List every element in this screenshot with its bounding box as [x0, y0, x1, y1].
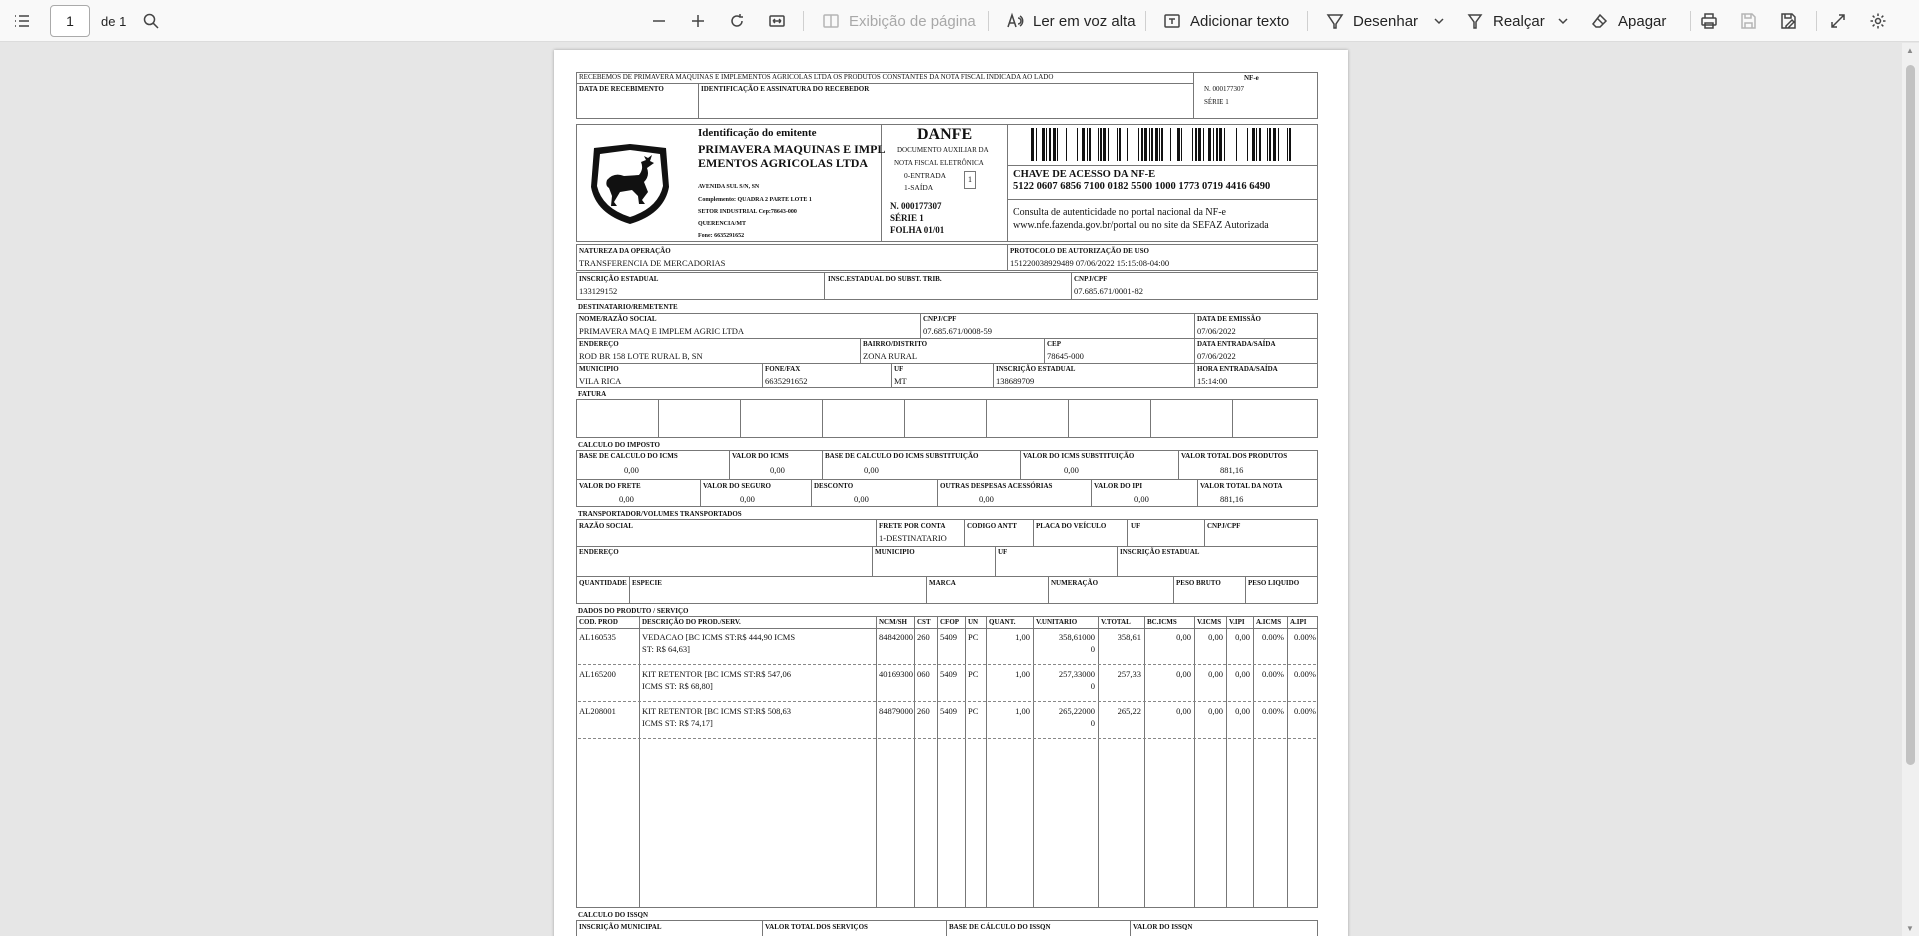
io-time-label: HORA ENTRADA/SAÍDA — [1197, 365, 1278, 373]
carrier-city-label: MUNICIPIO — [875, 548, 915, 556]
save-icon — [1739, 12, 1757, 30]
column-rule — [914, 616, 915, 908]
product-code: AL160535 — [579, 632, 616, 642]
product-qty: 1,00 — [1015, 632, 1030, 642]
document-viewer[interactable] — [0, 43, 1902, 936]
phone-value: 6635291652 — [765, 376, 808, 386]
recipient-name-label: NOME/RAZÃO SOCIAL — [579, 315, 657, 323]
invoice-section: FATURA — [578, 390, 607, 398]
product-aipi: 0.00% — [1294, 632, 1316, 642]
recipient-section: DESTINATARIO/REMETENTE — [578, 303, 678, 311]
insurance-label: VALOR DO SEGURO — [703, 482, 771, 490]
product-unit1: 257,33000 — [1058, 669, 1095, 679]
recipient-ie-label: INSCRIÇÃO ESTADUAL — [996, 365, 1076, 373]
invoice-total-value: 881,16 — [1220, 494, 1244, 504]
highlight-options-button[interactable] — [1554, 0, 1572, 42]
page-total: de 1 — [101, 13, 127, 29]
recipient-address: ROD BR 158 LOTE RURAL B, SN — [579, 351, 703, 361]
product-bc: 0,00 — [1176, 669, 1191, 679]
save-as-button[interactable] — [1779, 0, 1797, 42]
column-rule — [986, 616, 987, 908]
products-total-label: VALOR TOTAL DOS PRODUTOS — [1181, 452, 1288, 460]
danfe-subtitle-1: DOCUMENTO AUXILIAR DA — [897, 146, 989, 154]
column-rule — [1226, 616, 1227, 908]
product-qty: 1,00 — [1015, 669, 1030, 679]
product-total: 265,22 — [1117, 706, 1141, 716]
products-header-cell: COD. PROD — [579, 618, 618, 626]
issqn-services-label: VALOR TOTAL DOS SERVIÇOS — [765, 923, 868, 931]
john-deere-logo — [584, 142, 676, 226]
invoice-block — [576, 399, 1318, 438]
product-cst: 060 — [917, 669, 930, 679]
draw-options-button[interactable] — [1430, 0, 1448, 42]
chevron-down-icon — [1430, 12, 1448, 30]
species-label: ESPECIE — [632, 579, 662, 587]
danfe-sheet: FOLHA 01/01 — [890, 225, 945, 235]
products-header-cell: UN — [968, 618, 979, 626]
products-header-cell: DESCRIÇÃO DO PROD./SERV. — [642, 618, 741, 626]
issqn-block — [576, 920, 1318, 936]
product-cst: 260 — [917, 706, 930, 716]
column-rule — [1144, 616, 1145, 908]
icms-st-label: VALOR DO ICMS SUBSTITUIÇÃO — [1023, 452, 1135, 460]
scroll-down-icon[interactable]: ▼ — [1906, 924, 1914, 933]
antt-label: CODIGO ANTT — [967, 522, 1017, 530]
recipient-ie: 138689709 — [996, 376, 1035, 386]
toolbar-divider — [1690, 11, 1691, 31]
base-st-label: BASE DE CALCULO DO ICMS SUBSTITUIÇÃO — [825, 452, 979, 460]
receipt-number: N. 000177307 — [1204, 85, 1245, 93]
receipt-text: RECEBEMOS DE PRIMAVERA MAQUINAS E IMPLEMENTOS AGRICOLAS LTDA OS PRODUTOS CONSTANTES DA NOTA FISCAL INDICADA AO LADO — [579, 73, 1054, 81]
emitter-address-3: SETOR INDUSTRIAL Cep:78643-000 — [698, 209, 797, 215]
column-rule — [1033, 616, 1034, 908]
product-vicms: 0,00 — [1208, 632, 1223, 642]
column-rule — [965, 616, 966, 908]
add-text-button[interactable] — [1163, 0, 1289, 42]
recipient-cnpj: 07.685.671/0008-59 — [923, 326, 992, 336]
freight-mode-value: 1-DESTINATARIO — [879, 533, 947, 543]
emission-date: 07/06/2022 — [1197, 326, 1236, 336]
page-number-input[interactable]: 1 — [50, 5, 90, 37]
toolbar-divider — [1307, 11, 1308, 31]
base-icms-value: 0,00 — [624, 465, 639, 475]
draw-button[interactable] — [1326, 0, 1418, 42]
issqn-section: CALCULO DO ISSQN — [578, 911, 649, 919]
cnpj-label: CNPJ/CPF — [1074, 275, 1108, 283]
product-cfop: 5409 — [940, 632, 957, 642]
icms-label: VALOR DO ICMS — [732, 452, 789, 460]
read-aloud-label: Ler em voz alta — [1033, 12, 1136, 30]
ie-value: 133129152 — [579, 286, 618, 296]
danfe-number: N. 000177307 — [890, 201, 942, 211]
discount-value: 0,00 — [854, 494, 869, 504]
read-aloud-icon — [1006, 12, 1024, 30]
products-header-cell: A.IPI — [1290, 618, 1307, 626]
product-aipi: 0.00% — [1294, 669, 1316, 679]
products-header-cell: NCM/SH — [879, 618, 907, 626]
row-separator — [578, 664, 1316, 665]
danfe-entry: 0-ENTRADA — [904, 171, 947, 180]
chevron-down-icon — [1554, 12, 1572, 30]
insurance-value: 0,00 — [740, 494, 755, 504]
transport-block — [576, 519, 1318, 604]
volume-qty-label: QUANTIDADE — [579, 579, 627, 587]
receipt-id-label: IDENTIFICAÇÃO E ASSINATURA DO RECEBEDOR — [701, 85, 870, 93]
carrier-uf-label: UF — [1131, 522, 1141, 530]
product-desc1: VEDACAO [BC ICMS ST:R$ 444,90 ICMS — [642, 632, 796, 642]
product-vicms: 0,00 — [1208, 706, 1223, 716]
ie-label: INSCRIÇÃO ESTADUAL — [579, 275, 659, 283]
erase-label: Apagar — [1618, 12, 1667, 30]
consult-text-2: www.nfe.fazenda.gov.br/portal ou no site da SEFAZ Autorizada — [1013, 220, 1269, 231]
rotate-button[interactable] — [728, 0, 746, 42]
transport-section: TRANSPORTADOR/VOLUMES TRANSPORTADOS — [578, 510, 742, 518]
danfe-exit: 1-SAÍDA — [904, 183, 934, 192]
carrier-cnpj-label: CNPJ/CPF — [1207, 522, 1241, 530]
product-desc2: ICMS ST: R$ 68,80] — [642, 681, 713, 691]
nature-value: TRANSFERENCIA DE MERCADORIAS — [579, 258, 726, 268]
product-ncm: 84879000 — [879, 706, 913, 716]
scroll-up-icon[interactable]: ▲ — [1906, 46, 1914, 55]
product-cfop: 5409 — [940, 706, 957, 716]
danfe-subtitle-2: NOTA FISCAL ELETRÔNICA — [894, 159, 984, 167]
io-date: 07/06/2022 — [1197, 351, 1236, 361]
products-header-cell: QUANT. — [989, 618, 1016, 626]
read-aloud-button[interactable] — [1006, 0, 1136, 42]
products-header-cell: V.ICMS — [1197, 618, 1222, 626]
base-st-value: 0,00 — [864, 465, 879, 475]
product-total: 257,33 — [1117, 669, 1141, 679]
product-bc: 0,00 — [1176, 706, 1191, 716]
carrier-address-label: ENDEREÇO — [579, 548, 619, 556]
vertical-scrollbar[interactable] — [1902, 43, 1919, 936]
district-label: BAIRRO/DISTRITO — [863, 340, 928, 348]
danfe-series: SÉRIE 1 — [890, 213, 924, 223]
freight-mode-label: FRETE POR CONTA — [879, 522, 946, 530]
product-vicms: 0,00 — [1208, 669, 1223, 679]
freight-label: VALOR DO FRETE — [579, 482, 641, 490]
rotate-icon — [728, 12, 746, 30]
access-key-value: 5122 0607 6856 7100 0182 5500 1000 1773 0719 4416 6490 — [1013, 181, 1271, 192]
zoom-in-button[interactable] — [689, 0, 707, 42]
net-weight-label: PESO LIQUIDO — [1248, 579, 1300, 587]
column-rule — [1194, 616, 1195, 908]
draw-icon — [1326, 12, 1344, 30]
tax-section: CALCULO DO IMPOSTO — [578, 441, 660, 449]
products-header-cell: CFOP — [940, 618, 960, 626]
product-aicms: 0.00% — [1262, 669, 1284, 679]
row-separator — [578, 701, 1316, 702]
save-button[interactable] — [1739, 0, 1757, 42]
receipt-nfe-label: NF-e — [1244, 74, 1259, 82]
column-rule — [876, 616, 877, 908]
column-rule — [1287, 616, 1288, 908]
emitter-name-2: EMENTOS AGRICOLAS LTDA — [698, 156, 869, 170]
state-registration-block — [576, 272, 1318, 300]
protocol-value: 151220038929489 07/06/2022 15:15:08-04:00 — [1010, 258, 1170, 268]
highlight-label: Realçar — [1493, 12, 1545, 30]
emitter-phone: Fone: 6635291652 — [698, 233, 745, 239]
contents-button[interactable] — [13, 0, 31, 42]
recipient-cnpj-label: CNPJ/CPF — [923, 315, 957, 323]
recipient-address-label: ENDEREÇO — [579, 340, 619, 348]
recipient-name: PRIMAVERA MAQ E IMPLEM AGRIC LTDA — [579, 326, 745, 336]
fit-width-button[interactable] — [768, 0, 786, 42]
emitter-address-1: AVENIDA SUL S/N, SN — [698, 184, 760, 190]
products-header-cell: CST — [917, 618, 931, 626]
nature-label: NATUREZA DA OPERAÇÃO — [579, 247, 671, 255]
product-vipi: 0,00 — [1235, 706, 1250, 716]
numbering-label: NUMERAÇÃO — [1051, 579, 1099, 587]
cnpj-value: 07.685.671/0001-82 — [1074, 286, 1143, 296]
product-unit2: 0 — [1090, 718, 1095, 728]
danfe-title: DANFE — [917, 126, 973, 143]
product-unit2: 0 — [1090, 644, 1095, 654]
column-rule — [937, 616, 938, 908]
products-table — [576, 616, 1318, 908]
emitter-address-4: QUERENCIA/MT — [698, 221, 747, 227]
ie-st-label: INSC.ESTADUAL DO SUBST. TRIB. — [828, 275, 942, 283]
issqn-value-label: VALOR DO ISSQN — [1133, 923, 1193, 931]
list-icon — [13, 12, 31, 30]
page-view-label: Exibição de página — [849, 12, 976, 30]
io-date-label: DATA ENTRADA/SAÍDA — [1197, 340, 1276, 348]
issqn-base-label: BASE DE CÁLCULO DO ISSQN — [949, 923, 1051, 931]
receipt-date-label: DATA DE RECEBIMENTO — [579, 85, 664, 93]
eraser-icon — [1591, 12, 1609, 30]
product-ncm: 84842000 — [879, 632, 913, 642]
cep-value: 78645-000 — [1047, 351, 1084, 361]
plate-label: PLACA DO VEÍCULO — [1036, 522, 1107, 530]
invoice-total-label: VALOR TOTAL DA NOTA — [1200, 482, 1283, 490]
column-rule — [1098, 616, 1099, 908]
barcode-image — [1031, 128, 1295, 161]
page-view-button[interactable] — [822, 0, 976, 42]
product-bc: 0,00 — [1176, 632, 1191, 642]
carrier-name-label: RAZÃO SOCIAL — [579, 522, 633, 530]
print-button[interactable] — [1700, 0, 1718, 42]
product-cst: 260 — [917, 632, 930, 642]
ipi-value: 0,00 — [1134, 494, 1149, 504]
draw-label: Desenhar — [1353, 12, 1419, 30]
products-header-cell: V.IPI — [1229, 618, 1245, 626]
city-value: VILA RICA — [579, 376, 622, 386]
io-time: 15:14:00 — [1197, 376, 1228, 386]
issqn-municipal-label: INSCRIÇÃO MUNICIPAL — [579, 923, 662, 931]
carrier-uf2-label: UF — [998, 548, 1008, 556]
product-total: 358,61 — [1117, 632, 1141, 642]
text-box-icon — [1163, 12, 1181, 30]
product-desc1: KIT RETENTOR [BC ICMS ST:R$ 508,63 — [642, 706, 791, 716]
settings-button[interactable] — [1869, 0, 1887, 42]
emitter-header: Identificação do emitente — [698, 127, 817, 139]
ipi-label: VALOR DO IPI — [1094, 482, 1143, 490]
save-as-icon — [1779, 12, 1797, 30]
product-cfop: 5409 — [940, 669, 957, 679]
fullscreen-button[interactable] — [1829, 0, 1847, 42]
product-unit1: 358,61000 — [1058, 632, 1095, 642]
toolbar-divider — [1145, 11, 1146, 31]
fit-width-icon — [768, 12, 786, 30]
district-value: ZONA RURAL — [863, 351, 918, 361]
product-un: PC — [968, 632, 979, 642]
receipt-series: SÉRIE 1 — [1204, 98, 1229, 106]
erase-button[interactable] — [1591, 0, 1666, 42]
plus-icon — [689, 12, 707, 30]
zoom-out-button[interactable] — [650, 0, 668, 42]
highlighter-icon — [1466, 12, 1484, 30]
product-code: AL165200 — [579, 669, 616, 679]
danfe-type-box: 1 — [964, 171, 976, 189]
row-separator — [578, 738, 1316, 739]
carrier-ie-label: INSCRIÇÃO ESTADUAL — [1120, 548, 1200, 556]
gross-weight-label: PESO BRUTO — [1176, 579, 1221, 587]
freight-value: 0,00 — [619, 494, 634, 504]
product-un: PC — [968, 669, 979, 679]
city-label: MUNICIPIO — [579, 365, 619, 373]
brand-label: MARCA — [929, 579, 956, 587]
product-ncm: 40169300 — [879, 669, 913, 679]
find-button[interactable] — [142, 0, 160, 42]
base-icms-label: BASE DE CALCULO DO ICMS — [579, 452, 678, 460]
product-desc2: ST: R$ 64,63] — [642, 644, 690, 654]
highlight-button[interactable] — [1466, 0, 1545, 42]
emission-date-label: DATA DE EMISSÃO — [1197, 315, 1261, 323]
cep-label: CEP — [1047, 340, 1061, 348]
products-header-cell: V.UNITARIO — [1036, 618, 1078, 626]
discount-label: DESCONTO — [814, 482, 854, 490]
emitter-address-2: Complemento: QUADRA 2 PARTE LOTE 1 — [698, 197, 812, 203]
product-desc1: KIT RETENTOR [BC ICMS ST:R$ 547,06 — [642, 669, 791, 679]
access-key-label: CHAVE DE ACESSO DA NF-E — [1013, 169, 1156, 180]
page-view-icon — [822, 12, 840, 30]
column-rule — [639, 616, 640, 908]
product-unit2: 0 — [1090, 681, 1095, 691]
pdf-page — [554, 50, 1348, 936]
product-qty: 1,00 — [1015, 706, 1030, 716]
pdf-toolbar — [0, 0, 1919, 42]
product-unit1: 265,22000 — [1058, 706, 1095, 716]
products-header-cell: A.ICMS — [1256, 618, 1282, 626]
uf-value: MT — [894, 376, 907, 386]
toolbar-divider — [988, 11, 989, 31]
product-aicms: 0.00% — [1262, 632, 1284, 642]
product-code: AL208001 — [579, 706, 616, 716]
toolbar-divider — [803, 11, 804, 31]
product-un: PC — [968, 706, 979, 716]
column-rule — [1253, 616, 1254, 908]
search-icon — [142, 12, 160, 30]
emitter-name-1: PRIMAVERA MAQUINAS E IMPL — [698, 142, 886, 156]
other-expenses-value: 0,00 — [979, 494, 994, 504]
expand-icon — [1829, 12, 1847, 30]
product-aicms: 0.00% — [1262, 706, 1284, 716]
gear-icon — [1869, 12, 1887, 30]
product-vipi: 0,00 — [1235, 669, 1250, 679]
printer-icon — [1700, 12, 1718, 30]
product-desc2: ICMS ST: R$ 74,17] — [642, 718, 713, 728]
products-section: DADOS DO PRODUTO / SERVIÇO — [578, 607, 689, 615]
uf-label: UF — [894, 365, 904, 373]
minus-icon — [650, 12, 668, 30]
protocol-label: PROTOCOLO DE AUTORIZAÇÃO DE USO — [1010, 247, 1149, 255]
consult-text-1: Consulta de autenticidade no portal nacional da NF-e — [1013, 207, 1226, 218]
scrollbar-thumb[interactable] — [1906, 65, 1915, 765]
product-aipi: 0.00% — [1294, 706, 1316, 716]
other-expenses-label: OUTRAS DESPESAS ACESSÓRIAS — [940, 482, 1053, 490]
icms-value: 0,00 — [770, 465, 785, 475]
products-total-value: 881,16 — [1220, 465, 1244, 475]
toolbar-divider — [1816, 11, 1817, 31]
products-header-cell: V.TOTAL — [1101, 618, 1131, 626]
phone-label: FONE/FAX — [765, 365, 801, 373]
icms-st-value: 0,00 — [1064, 465, 1079, 475]
product-vipi: 0,00 — [1235, 632, 1250, 642]
products-header-cell: BC.ICMS — [1147, 618, 1177, 626]
add-text-label: Adicionar texto — [1190, 12, 1290, 30]
